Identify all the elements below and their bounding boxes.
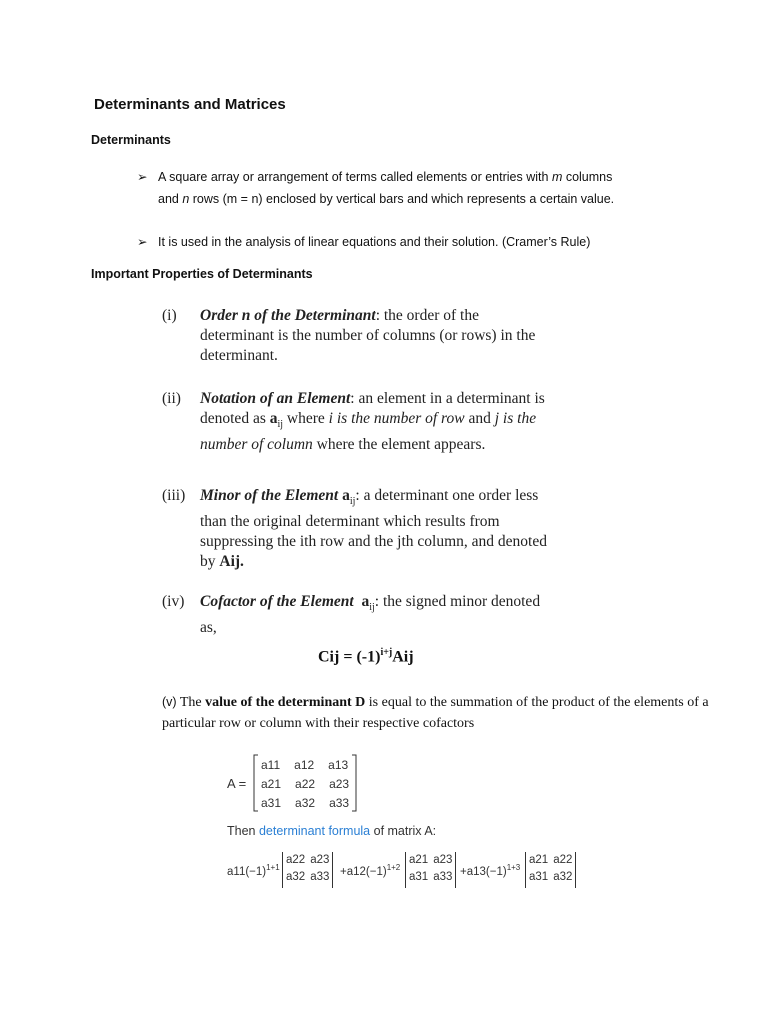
matrix-row: a11 a12 a13 bbox=[261, 758, 349, 772]
property-cofactor: (iv) Cofactor of the Element $a_{ij}$: the signed minor denoted as, bbox=[162, 593, 541, 637]
bullet-arrow-icon: ➢ bbox=[137, 235, 148, 249]
term-coefficient: $+a12(-1)^{1+2}$ bbox=[340, 863, 401, 878]
bullet-text-line-1: A square array or arrangement of terms called elements or entries with m columns bbox=[158, 170, 613, 184]
matrix-a bbox=[227, 754, 367, 814]
property-term: Order n of the Determinant bbox=[200, 307, 376, 324]
property-value: (v) The value of the determinant D is equal to the summation of the product of the elements of a particular row or column with their respective cofactors bbox=[162, 695, 709, 731]
term-coefficient: $+a13(-1)^{1+3}$ bbox=[460, 863, 521, 878]
minor-determinant-2: a21 a23 a31 a33 bbox=[405, 852, 456, 888]
bullet-item-usage bbox=[137, 231, 697, 253]
term-coefficient: $a11(-1)^{1+1}$ bbox=[227, 863, 280, 878]
minor-determinant-1: a22 a23 a32 a33 bbox=[282, 852, 333, 888]
then-line: Then determinant formula of matrix A: bbox=[227, 824, 437, 838]
bullet-text-line-2: and n rows (m = n) enclosed by vertical bars and which represents a certain value. bbox=[158, 192, 615, 206]
bullet-arrow-icon: ➢ bbox=[137, 170, 148, 184]
property-term: Minor of the Element bbox=[200, 487, 339, 504]
matrix-row: a31 a32 a33 bbox=[261, 796, 350, 810]
matrix-cells bbox=[261, 756, 349, 813]
property-minor: (iii) Minor of the Element $a_{ij}$: a determinant one order less than the original determinant which results from suppressing the ith row and the jth column, and denoted by Aij. bbox=[162, 487, 547, 571]
property-term: Cofactor of the Element bbox=[200, 593, 354, 610]
determinant-formula-link[interactable]: determinant formula bbox=[258, 824, 371, 838]
bullet-item-definition bbox=[137, 166, 697, 210]
section-heading-properties: Important Properties of Determinants bbox=[91, 267, 313, 281]
section-heading-determinants: Determinants bbox=[91, 133, 171, 147]
expansion-formula bbox=[227, 852, 587, 892]
property-notation: (ii) Notation of an Element: an element in a determinant is denoted as $a_{ij}$ where i is the number of row and j is the number of column where the element appears. bbox=[162, 390, 545, 454]
bullet-text: It is used in the analysis of linear equations and their solution. (Cramer’s Rule) bbox=[158, 235, 591, 249]
document-title: Determinants and Matrices bbox=[94, 96, 286, 113]
cofactor-formula: Cij = $(-1)^{i+j}Aij$ bbox=[318, 647, 414, 666]
matrix-label: A = bbox=[227, 776, 247, 791]
minor-determinant-3: a21 a22 a31 a32 bbox=[525, 852, 576, 888]
matrix-row: a21 a22 a23 bbox=[261, 777, 350, 791]
matrix-right-bracket bbox=[351, 754, 359, 812]
property-order: (i) Order n of the Determinant: the order of the determinant is the number of columns (or rows) in the determinant. bbox=[162, 307, 536, 364]
property-term: Notation of an Element bbox=[200, 390, 351, 407]
